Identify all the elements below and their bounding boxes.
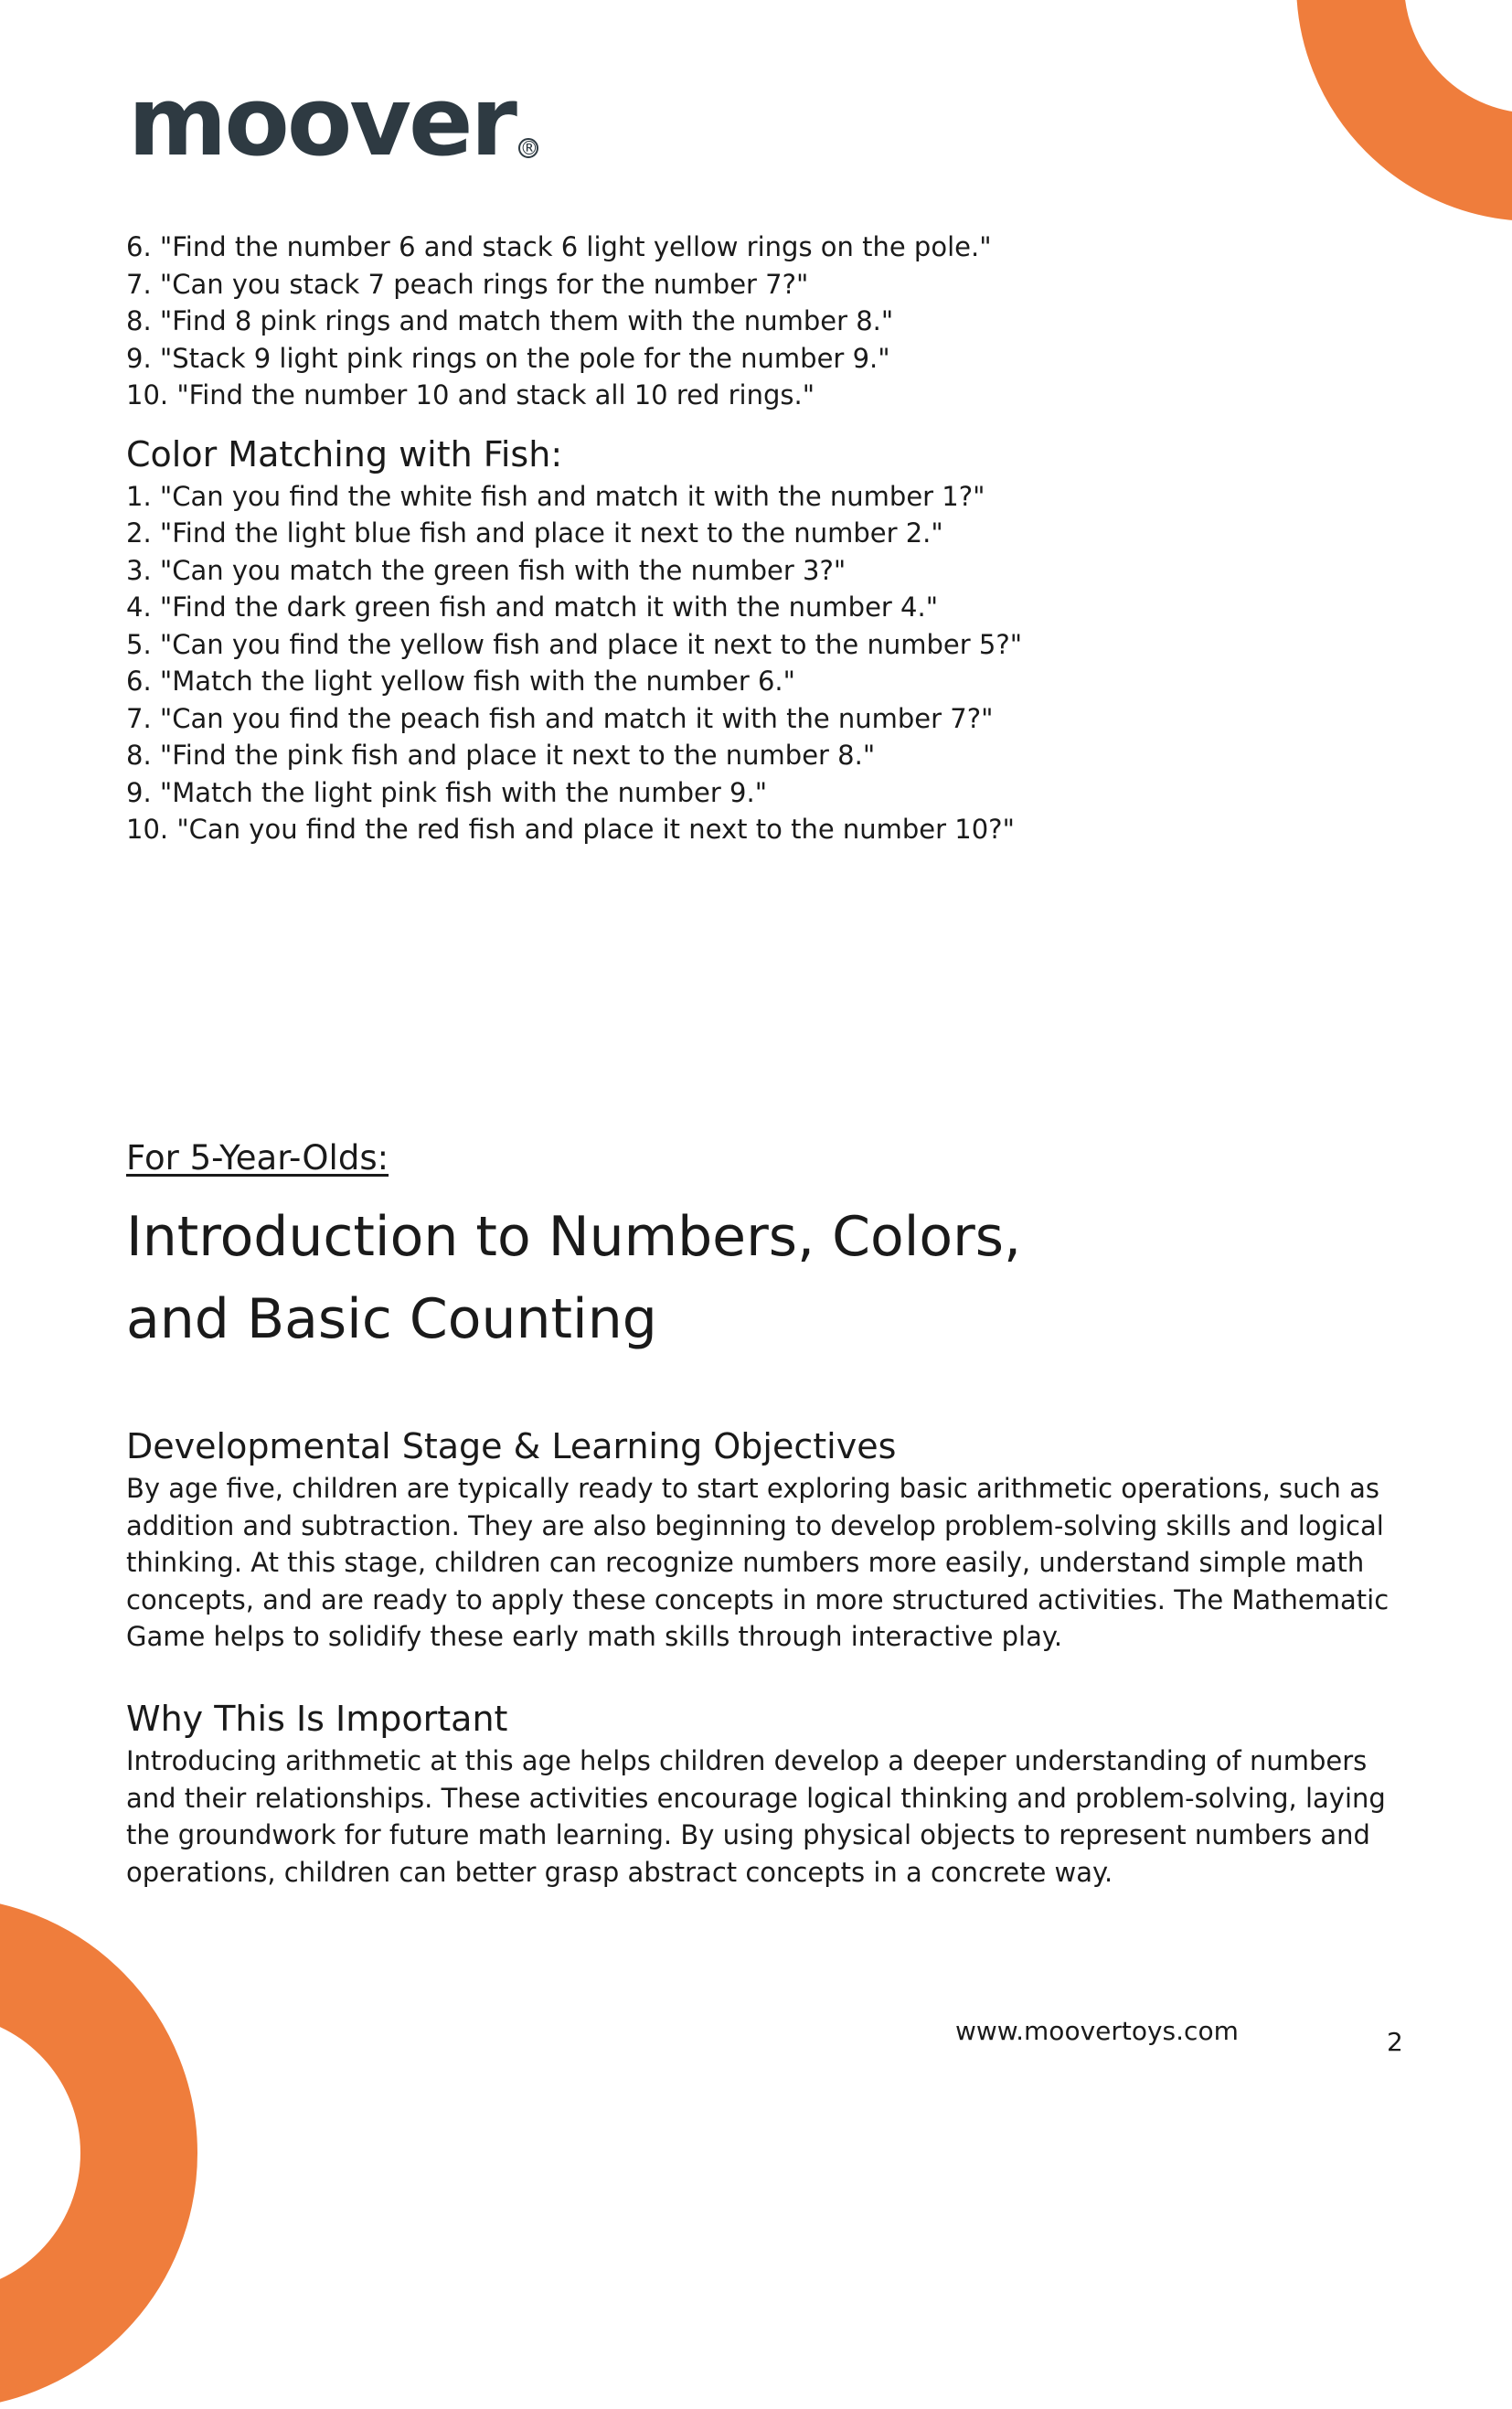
importance-body: Introducing arithmetic at this age helps children develop a deeper understanding of numbers and their relationships. These activities encourage logical thinking and problem-solving, laying the groundwork for future math learning. By using physical objects to represent numbers and operations, children can better grasp abstract concepts in a concrete way. — [126, 1745, 1386, 1888]
developmental-heading: Developmental Stage & Learning Objectives — [126, 1426, 897, 1466]
page-title-line-2: and Basic Counting — [126, 1287, 657, 1351]
list-item: 7. "Can you find the peach fish and match it with the number 7?" — [126, 702, 994, 734]
list-item: 8. "Find the pink fish and place it next to the number 8." — [126, 740, 876, 771]
page-title — [126, 1196, 1315, 1360]
list-item: 10. "Can you find the red fish and place it next to the number 10?" — [126, 814, 1015, 845]
developmental-body: By age five, children are typically ready to start exploring basic arithmetic operations, such as addition and subtraction. They are also beginning to develop problem-solving skills and logical thinking. At this stage, children can recognize numbers more easily, understand simple math concepts, and are ready to apply these concepts in more structured activities. The Mathematic Game helps to solidify these early math skills through interactive play. — [126, 1473, 1390, 1652]
list-item: 9. "Match the light pink fish with the number 9." — [126, 776, 768, 808]
fish-instruction-list — [126, 478, 1406, 848]
developmental-section — [126, 1424, 1401, 1656]
moover-logo — [128, 66, 538, 177]
list-item: 6. "Match the light yellow fish with the number 6." — [126, 666, 795, 697]
list-item: 8. "Find 8 pink rings and match them with the number 8." — [126, 305, 894, 336]
list-item: 6. "Find the number 6 and stack 6 light yellow rings on the pole." — [126, 231, 992, 262]
registered-mark-icon: ® — [519, 137, 538, 159]
list-item: 5. "Can you find the yellow fish and place it next to the number 5?" — [126, 628, 1023, 660]
age-group-label: For 5-Year-Olds: — [126, 1138, 389, 1178]
decorative-orange-ring-top — [1296, 0, 1512, 221]
page-number: 2 — [1387, 2027, 1403, 2057]
list-item: 7. "Can you stack 7 peach rings for the number 7?" — [126, 268, 809, 300]
footer-website-link[interactable]: www.moovertoys.com — [955, 2016, 1239, 2046]
list-item: 3. "Can you match the green fish with the number 3?" — [126, 554, 847, 586]
importance-heading: Why This Is Important — [126, 1699, 508, 1739]
logo-text: moover — [128, 66, 515, 177]
fish-section-heading: Color Matching with Fish: — [126, 433, 563, 474]
list-item: 4. "Find the dark green fish and match it with the number 4." — [126, 592, 939, 623]
page-title-line-1: Introduction to Numbers, Colors, — [126, 1205, 1022, 1269]
list-item: 10. "Find the number 10 and stack all 10 red rings." — [126, 379, 815, 410]
decorative-orange-ring-bottom — [0, 1897, 197, 2409]
rings-instruction-list — [126, 229, 1406, 414]
list-item: 1. "Can you find the white fish and match it with the number 1?" — [126, 480, 985, 512]
list-item: 9. "Stack 9 light pink rings on the pole for the number 9." — [126, 342, 890, 374]
content-top — [126, 229, 1406, 848]
list-item: 2. "Find the light blue fish and place it next to the number 2." — [126, 517, 943, 549]
importance-section — [126, 1697, 1401, 1891]
